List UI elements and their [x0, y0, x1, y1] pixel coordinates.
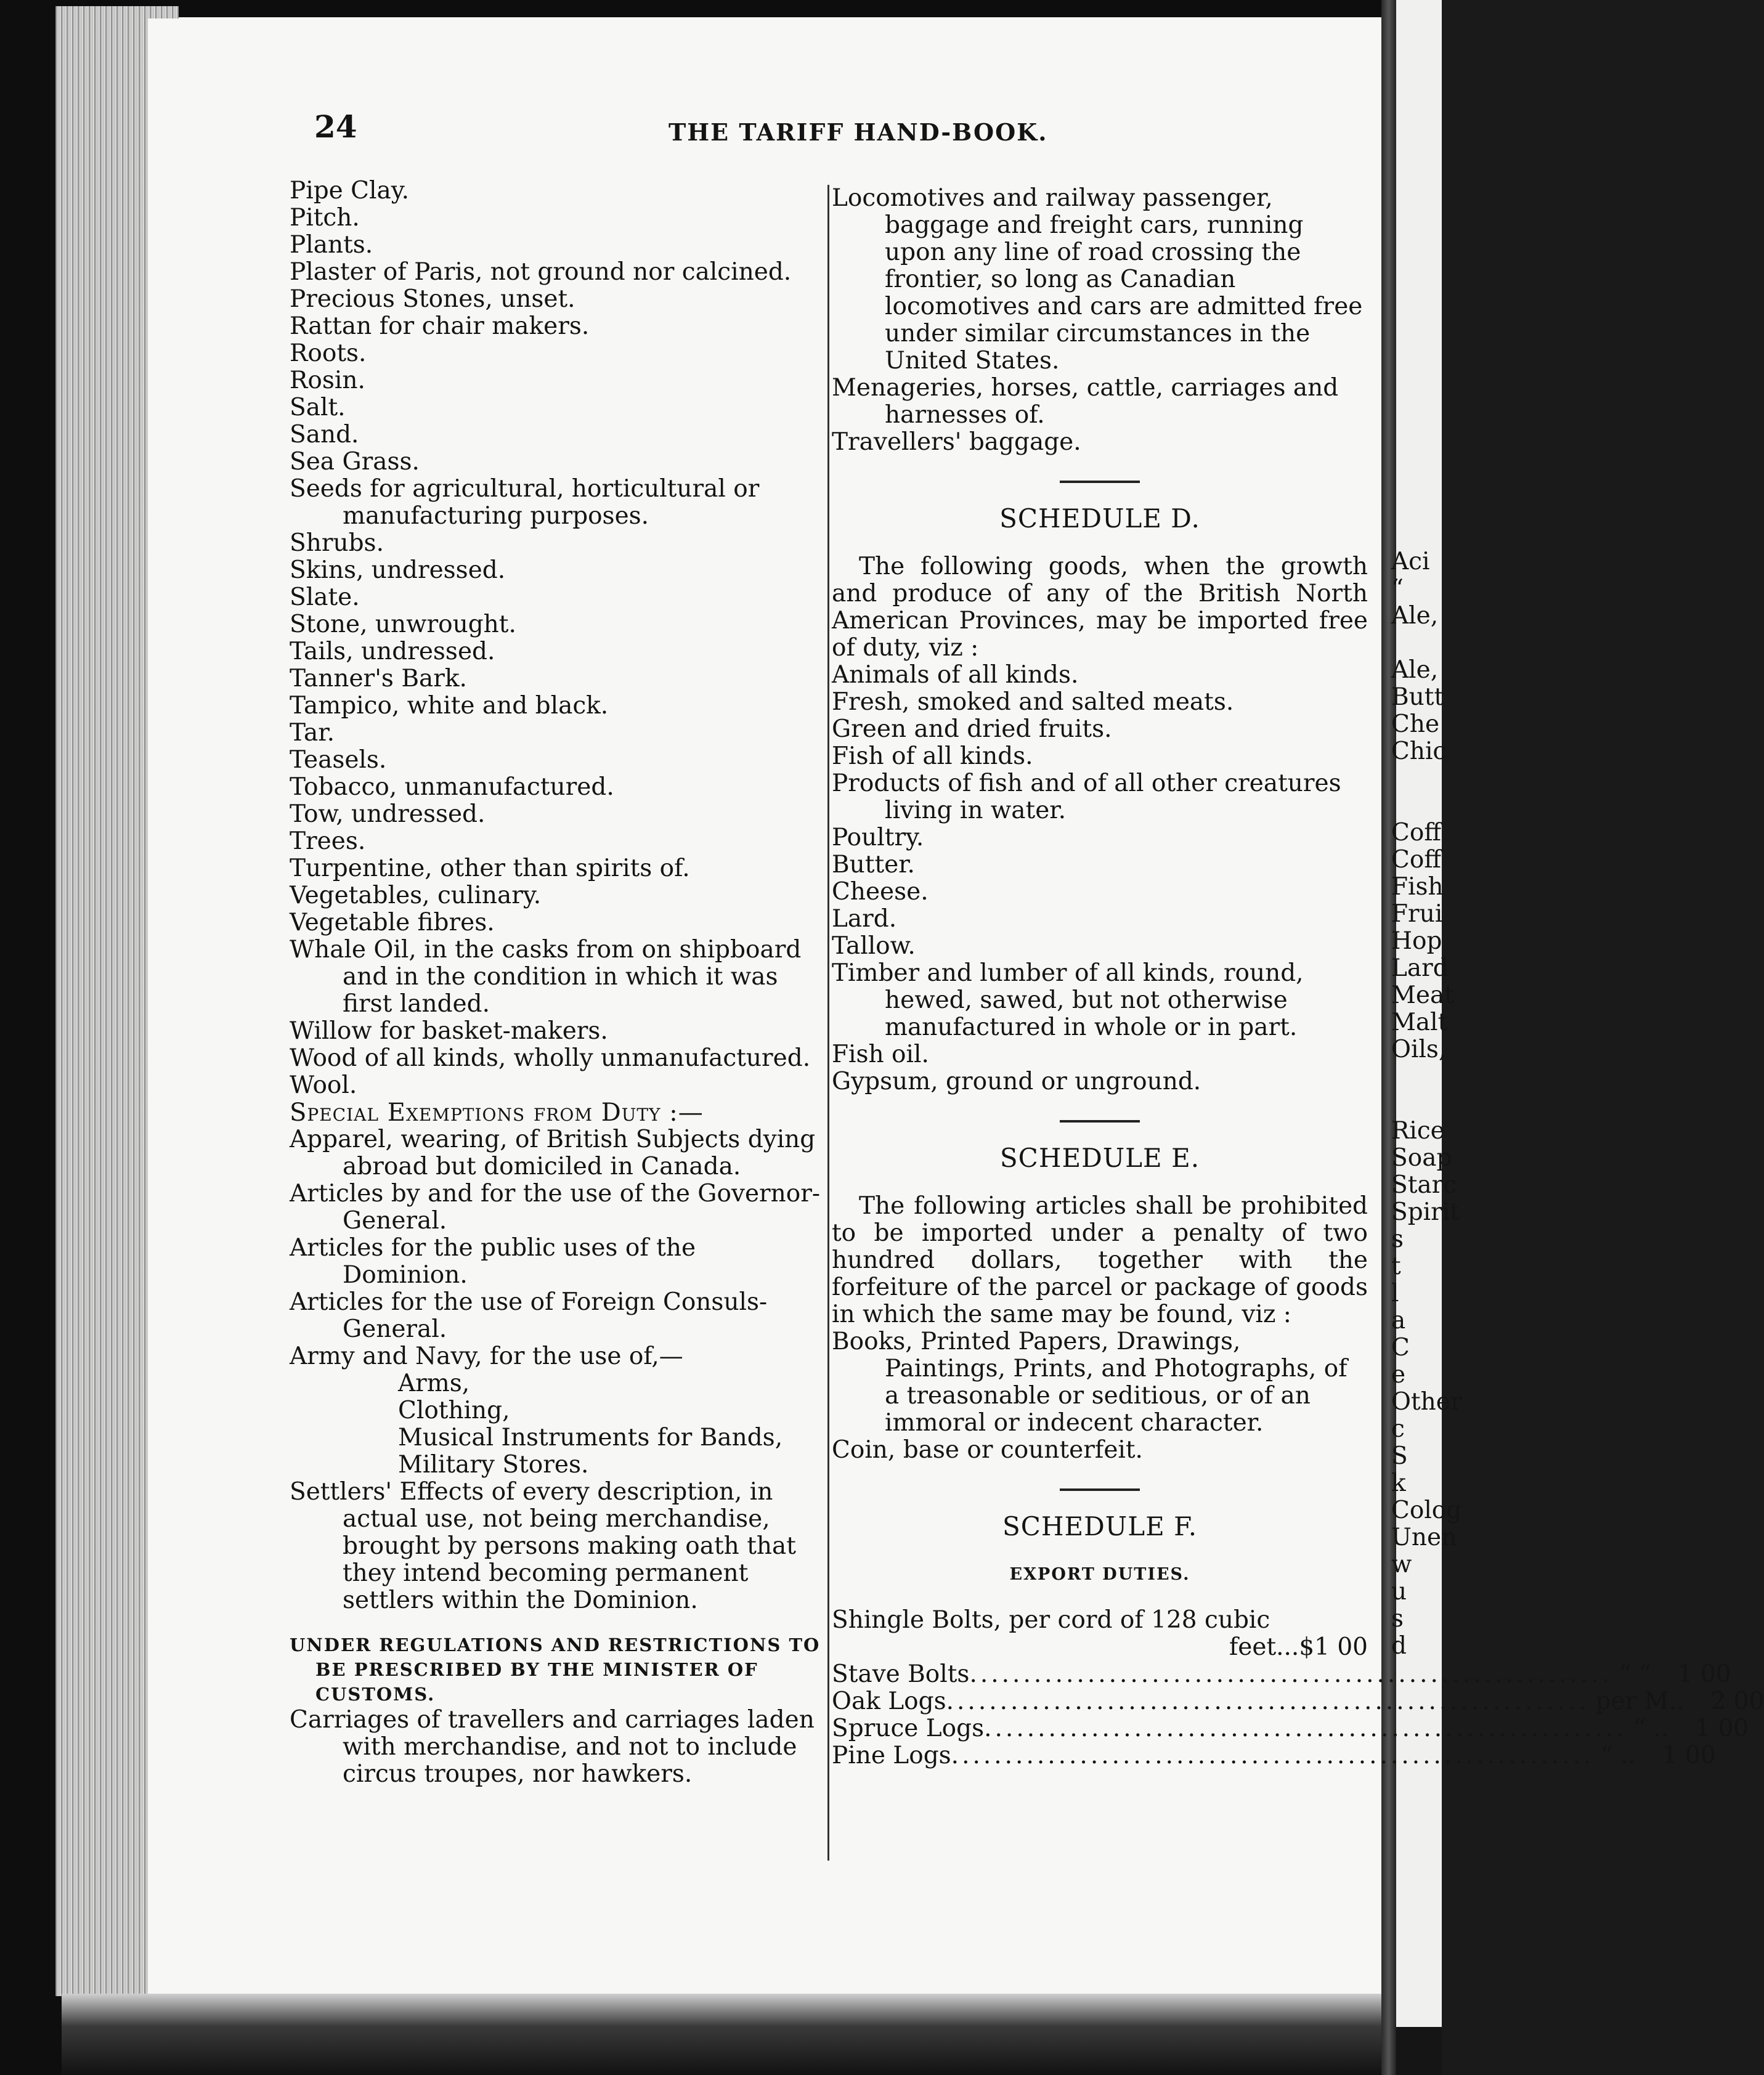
duty-first-label: Shingle Bolts, per cord of 128 cubic [832, 1606, 1270, 1634]
schedule-e-intro: The following articles shall be prohibited to be imported under a penalty of two hundred dollars, together with the forfeiture of the parcel or package of goods in which the same may be found, viz : [832, 1192, 1368, 1328]
duty-row [832, 1742, 1716, 1769]
list-item: Menageries, horses, cattle, carriages and harnesses of. [832, 374, 1339, 429]
list-item: Rattan for chair makers. [290, 312, 590, 340]
list-item: Musical Instruments for Bands, [398, 1424, 783, 1452]
list-item: Tanner's Bark. [290, 665, 467, 692]
list-item: Plants. [290, 231, 373, 259]
list-item: Fresh, smoked and salted meats. [832, 688, 1234, 716]
duty-rows [832, 1660, 1764, 1769]
next-page-fragment: t [1391, 1253, 1401, 1280]
list-item: Tow, undressed. [290, 800, 486, 828]
duty-label: Pine Logs [832, 1742, 951, 1769]
schedule-e-title: SCHEDULE E. [999, 1143, 1200, 1173]
list-item: Rosin. [290, 367, 365, 394]
next-page-fragment: Hop [1391, 927, 1442, 955]
list-item: Sea Grass. [290, 448, 420, 476]
next-page-fragment: c [1391, 1415, 1405, 1443]
next-page-fragment: Colog [1391, 1496, 1462, 1524]
list-item: Vegetables, culinary. [290, 882, 542, 909]
list-item: Tobacco, unmanufactured. [290, 773, 614, 801]
list-item: Seeds for agricultural, horticultural or manufacturing purposes. [290, 475, 760, 530]
army-navy-list [290, 1370, 826, 1479]
duty-unit: per M.. [1595, 1687, 1685, 1715]
running-title: THE TARIFF HAND-BOOK. [669, 118, 1048, 146]
list-item: Military Stores. [398, 1451, 589, 1479]
duty-unit: “ .. [1600, 1742, 1636, 1769]
left-column [290, 177, 826, 1788]
duty-label: Stave Bolts [832, 1660, 970, 1688]
next-page-fragment: d [1391, 1632, 1407, 1660]
list-item: Turpentine, other than spirits of. [290, 855, 690, 882]
next-page-fragment: C [1391, 1334, 1410, 1362]
list-item: Fish of all kinds. [832, 742, 1033, 770]
list-item: Roots. [290, 339, 367, 367]
duty-unit: “ “ [1619, 1660, 1651, 1688]
list-item: Slate. [290, 583, 360, 611]
carriages-entry: Carriages of travellers and carriages laden with merchandise, and not to include circus troupes, nor hawkers. [290, 1706, 815, 1788]
next-page-fragment: Coff [1391, 846, 1442, 874]
list-item: Articles for the use of Foreign Consuls-General. [290, 1288, 768, 1343]
next-page-fragment: Starc [1391, 1171, 1457, 1199]
special-exemptions-list [290, 1126, 826, 1370]
duty-amount: 1 00 [1695, 1715, 1749, 1742]
next-page-fragment: Rice [1391, 1117, 1445, 1145]
next-page-fragment: Butt [1391, 683, 1444, 711]
next-page-fragment: Meat [1391, 981, 1454, 1009]
list-item: Locomotives and railway passenger, baggage and freight cars, running upon any line of road crossing the frontier, so long as Canadian locomotives and cars are admitted free under similar circumstances in the United States. [832, 184, 1363, 375]
list-item: Plaster of Paris, not ground nor calcined. [290, 258, 792, 286]
schedule-d-list [832, 662, 1368, 1095]
list-item: Vegetable fibres. [290, 909, 495, 936]
next-page-fragment: S [1391, 1442, 1408, 1470]
duty-row [832, 1687, 1764, 1715]
next-page-fragment: a [1391, 1307, 1406, 1334]
next-page-fragment: w [1391, 1551, 1412, 1578]
export-duties-subtitle: EXPORT DUTIES. [1009, 1565, 1190, 1584]
duty-first-unit: feet... [1229, 1633, 1299, 1661]
next-page-fragment: s [1391, 1225, 1404, 1253]
page-number: 24 [314, 108, 357, 145]
list-item: Pitch. [290, 204, 360, 232]
list-item: Sand. [290, 421, 359, 449]
list-item: Cheese. [832, 878, 929, 906]
next-page-fragment: Unen [1391, 1524, 1457, 1551]
next-page-fragment: Chic [1391, 737, 1447, 765]
next-page-fragments [1391, 548, 1462, 1660]
duty-first-amount: $1 00 [1299, 1633, 1368, 1661]
duty-amount: 1 00 [1662, 1742, 1716, 1769]
duty-amount: 2 00 [1710, 1687, 1764, 1715]
next-page-fragment: Fish [1391, 873, 1444, 901]
top-shadow [0, 0, 1442, 17]
list-item: Fish oil. [832, 1041, 929, 1068]
duty-label: Oak Logs [832, 1687, 946, 1715]
list-item: Precious Stones, unset. [290, 285, 575, 313]
special-exemptions-heading: Special Exemptions from Duty :— [290, 1098, 704, 1127]
list-item: Gypsum, ground or unground. [832, 1068, 1201, 1095]
next-page-fragment: Other [1391, 1388, 1462, 1416]
next-page-fragment: Frui [1391, 900, 1443, 928]
next-page-fragment: Oils, [1391, 1036, 1447, 1063]
list-item: Coin, base or counterfeit. [832, 1436, 1143, 1464]
list-item: Trees. [290, 827, 366, 855]
list-item: Skins, undressed. [290, 556, 506, 584]
duty-amount: 1 00 [1677, 1660, 1731, 1688]
list-item: Apparel, wearing, of British Subjects dying abroad but domiciled in Canada. [290, 1126, 816, 1180]
list-item: Poultry. [832, 824, 924, 851]
next-page-fragment [1391, 1090, 1447, 1118]
list-item: Arms, [398, 1370, 470, 1397]
duty-row-first [832, 1607, 1368, 1661]
next-page-fragment: Ale, [1391, 656, 1439, 684]
list-item: Tampico, white and black. [290, 692, 609, 720]
list-item: Green and dried fruits. [832, 715, 1112, 743]
section-rule [1060, 1120, 1140, 1123]
list-item: Animals of all kinds. [832, 661, 1079, 689]
list-item: Tails, undressed. [290, 638, 495, 665]
list-item: Pipe Clay. [290, 177, 409, 205]
list-item: Wool. [290, 1071, 357, 1099]
next-page-shadow [1396, 2027, 1442, 2075]
leader-dots: ............................................................ [984, 1715, 1627, 1742]
list-item: Travellers' baggage. [832, 428, 1081, 456]
schedule-d-title: SCHEDULE D. [999, 503, 1200, 534]
schedule-e-list [832, 1328, 1368, 1464]
next-page-fragment: “ [1391, 575, 1404, 603]
next-page-fragment: Aci [1391, 548, 1430, 575]
list-item: Shrubs. [290, 529, 384, 557]
duty-row [832, 1715, 1749, 1742]
list-item: Army and Navy, for the use of,— [290, 1342, 683, 1370]
list-item: Teasels. [290, 746, 387, 774]
continued-free-list [832, 185, 1368, 456]
next-page-fragment: Malt [1391, 1009, 1448, 1036]
list-item: Tar. [290, 719, 335, 747]
export-duties-table [832, 1606, 1764, 1769]
next-page-fragment [1391, 765, 1447, 792]
duty-first-cont [832, 1634, 1368, 1661]
next-page-fragment: Ale, [1391, 602, 1439, 630]
next-page-fragment: u [1391, 1578, 1407, 1606]
list-item: Products of fish and of all other creatures living in water. [832, 769, 1341, 824]
leader-dots: ............................................................ [951, 1742, 1595, 1769]
list-item: Clothing, [398, 1397, 510, 1424]
next-page-fragment [1391, 792, 1447, 819]
list-item: Willow for basket-makers. [290, 1017, 608, 1045]
duty-unit: “ .. [1633, 1715, 1669, 1742]
next-page-fragment: Che [1391, 710, 1440, 738]
list-item: Butter. [832, 851, 915, 879]
list-item: Lard. [832, 905, 897, 933]
leader-dots: ............................................................ [969, 1660, 1613, 1688]
next-page-fragment: s [1391, 1605, 1404, 1633]
list-item: Tallow. [832, 932, 916, 960]
next-page-fragment: Coff [1391, 819, 1442, 847]
column-rule [827, 185, 829, 1861]
next-page-fragment: Lard [1391, 954, 1449, 982]
leader-dots: ............................................................ [946, 1687, 1590, 1715]
list-item: Stone, unwrought. [290, 611, 516, 638]
bottom-shadow [62, 1994, 1386, 2075]
next-page-fragment [1391, 630, 1447, 657]
list-item: Wood of all kinds, wholly unmanufactured. [290, 1044, 811, 1072]
next-page-fragment: Soap [1391, 1144, 1452, 1172]
section-rule [1060, 1488, 1140, 1491]
list-item: Articles for the public uses of the Dominion. [290, 1234, 696, 1289]
list-item: Timber and lumber of all kinds, round, hewed, sawed, but not otherwise manufactured in whole or in part. [832, 959, 1304, 1041]
list-item: Salt. [290, 394, 346, 421]
next-page-fragment: l [1391, 1280, 1399, 1307]
next-page-fragment [1391, 1063, 1447, 1090]
next-page-fragment: k [1391, 1469, 1406, 1497]
settlers-effects: Settlers' Effects of every description, in actual use, not being merchandise, brought by persons making oath that they intend becoming permanent settlers within the Dominion. [290, 1478, 796, 1614]
schedule-f-title: SCHEDULE F. [1002, 1511, 1198, 1541]
next-page-fragment: Spirit [1391, 1198, 1460, 1226]
schedule-d-intro: The following goods, when the growth and produce of any of the British North American Provinces, may be imported free of duty, viz : [832, 553, 1368, 662]
list-item: Books, Printed Papers, Drawings, Paintings, Prints, and Photographs, of a treasonable or seditious, or of an immoral or indecent character. [832, 1328, 1347, 1437]
free-goods-list [290, 177, 826, 1099]
list-item: Whale Oil, in the casks from on shipboard and in the condition in which it was first landed. [290, 936, 802, 1018]
regulations-heading: UNDER REGULATIONS AND RESTRICTIONS TO BE PRESCRIBED BY THE MINISTER OF CUSTOMS. [290, 1634, 821, 1705]
section-rule [1060, 481, 1140, 483]
duty-row [832, 1660, 1731, 1688]
next-page-fragment: e [1391, 1361, 1406, 1389]
list-item: Articles by and for the use of the Governor-General. [290, 1180, 821, 1235]
duty-label: Spruce Logs [832, 1715, 985, 1742]
